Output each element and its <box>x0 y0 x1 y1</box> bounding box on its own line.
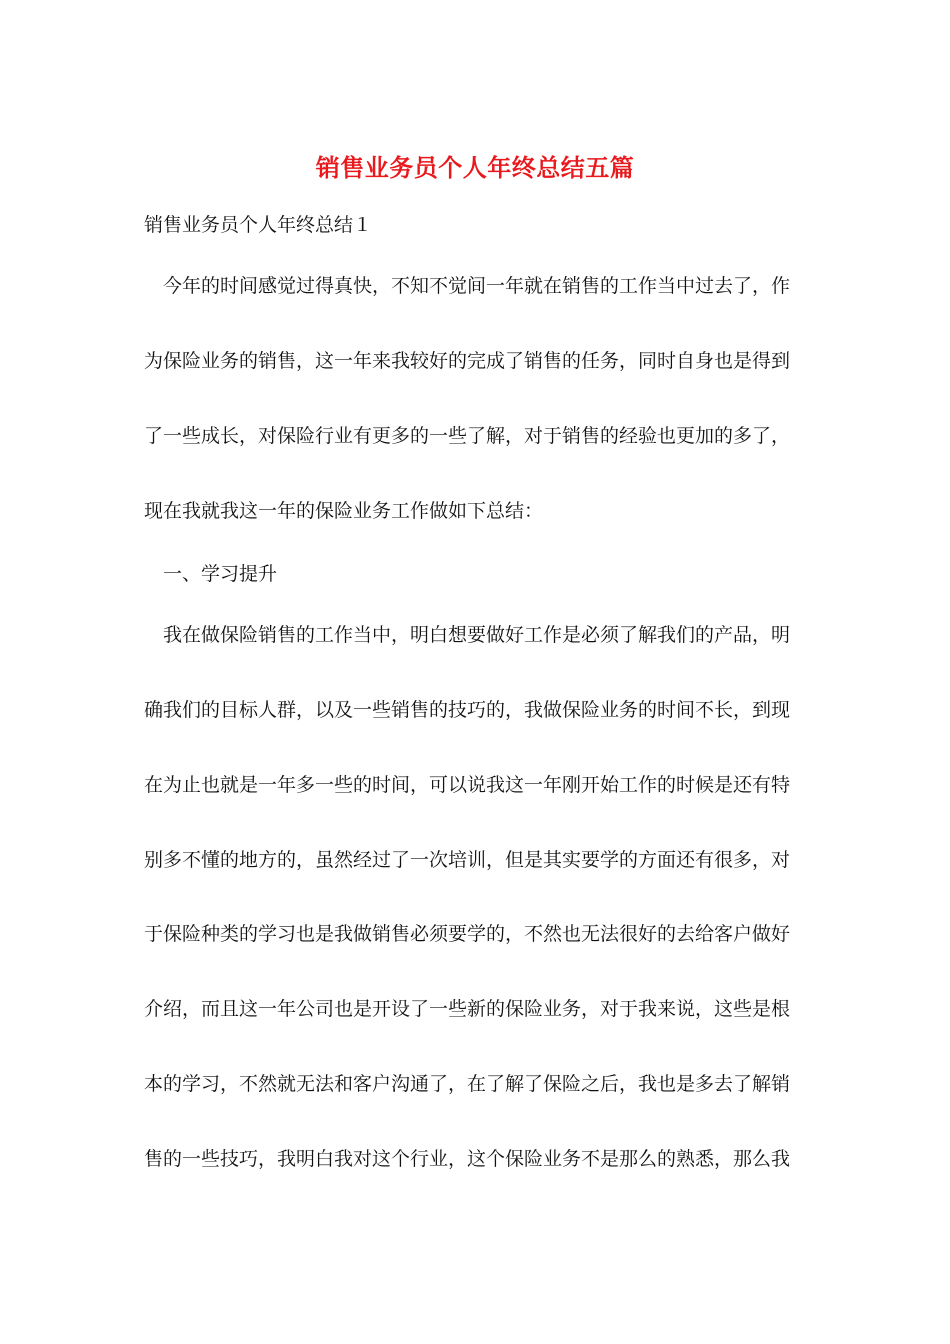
paragraph-line: 我在做保险销售的工作当中，明白想要做好工作是必须了解我们的产品，明 <box>163 624 791 646</box>
paragraph-line: 介绍，而且这一年公司也是开设了一些新的保险业务，对于我来说，这些是根 <box>144 998 791 1020</box>
document-title: 销售业务员个人年终总结五篇 <box>315 153 635 182</box>
paragraph-line: 于保险种类的学习也是我做销售必须要学的，不然也无法很好的去给客户做好 <box>144 923 791 945</box>
subheading: 一、学习提升 <box>163 563 278 585</box>
paragraph-line: 售的一些技巧，我明白我对这个行业，这个保险业务不是那么的熟悉，那么我 <box>144 1148 791 1170</box>
paragraph-line: 本的学习，不然就无法和客户沟通了，在了解了保险之后，我也是多去了解销 <box>144 1073 791 1095</box>
paragraph-line: 为保险业务的销售，这一年来我较好的完成了销售的任务，同时自身也是得到 <box>144 350 791 372</box>
section-heading: 销售业务员个人年终总结１ <box>144 214 373 236</box>
paragraph-line: 别多不懂的地方的，虽然经过了一次培训，但是其实要学的方面还有很多，对 <box>144 849 791 871</box>
paragraph-line: 在为止也就是一年多一些的时间，可以说我这一年刚开始工作的时候是还有特 <box>144 774 791 796</box>
paragraph-line: 了一些成长，对保险行业有更多的一些了解，对于销售的经验也更加的多了， <box>144 425 791 447</box>
paragraph-line: 确我们的目标人群，以及一些销售的技巧的，我做保险业务的时间不长，到现 <box>144 699 791 721</box>
paragraph-line: 今年的时间感觉过得真快，不知不觉间一年就在销售的工作当中过去了，作 <box>163 275 791 297</box>
paragraph-line: 现在我就我这一年的保险业务工作做如下总结： <box>144 500 544 522</box>
